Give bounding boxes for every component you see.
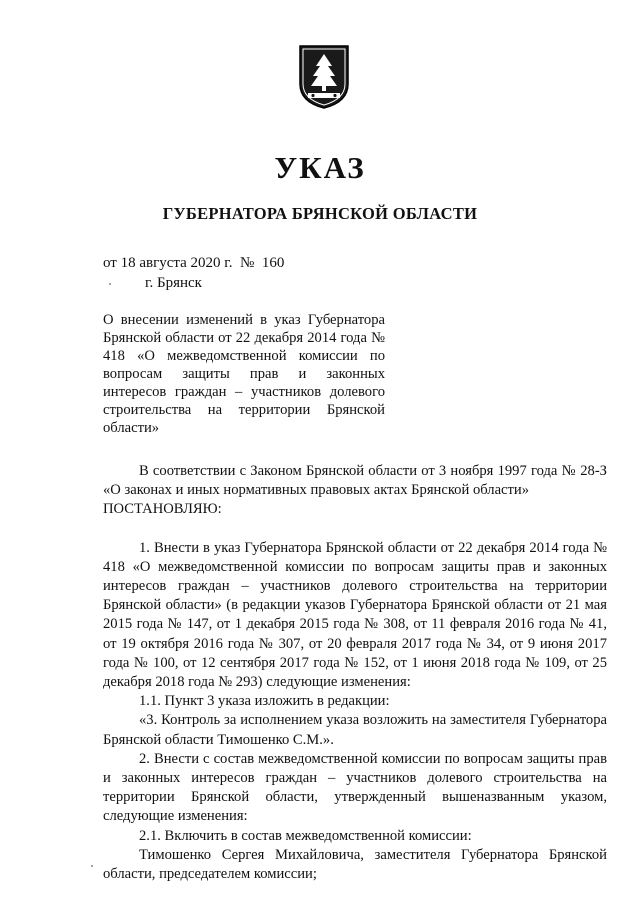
decree-word: ПОСТАНОВЛЯЮ:	[103, 501, 222, 518]
scan-speck	[91, 865, 93, 867]
document-subtitle: ГУБЕРНАТОРА БРЯНСКОЙ ОБЛАСТИ	[162, 204, 478, 223]
scan-speck	[109, 283, 111, 285]
clause-2: 2. Внести с состав межведомственной комиссии по вопросам защиты прав и законных интересов граждан – участников долевого строительства на территории Брянской области, утвержденный вышеназванным указом, следующие изменения:	[103, 750, 607, 825]
clause-1-1: 1.1. Пункт 3 указа изложить в редакции:	[139, 693, 390, 710]
clause-2-1-member: Тимошенко Сергея Михайловича, заместителя Губернатора Брянской области, председателем комиссии;	[103, 846, 607, 883]
coat-of-arms-icon	[298, 44, 350, 110]
decree-body	[103, 462, 607, 884]
city-line: г. Брянск	[145, 275, 202, 291]
document-title: УКАЗ	[274, 150, 366, 185]
clause-2-1: 2.1. Включить в состав межведомственной комиссии:	[139, 827, 472, 844]
date-number-line: от 18 августа 2020 г. № 160	[103, 255, 285, 271]
preamble-paragraph: В соответствии с Законом Брянской области от 3 ноября 1997 года № 28-З «О законах и иных нормативных правовых актах Брянской области»	[103, 463, 607, 499]
clause-1: 1. Внести в указ Губернатора Брянской области от 22 декабря 2014 года № 418 «О межведомственной комиссии по вопросам защиты прав и законных интересов граждан – участников долевого строительства на территории Брянской области» (в редакции указов Губернатора Брянской области от 21 мая 2015 года № 147, от 1 декабря 2015 года № 308, от 11 февраля 2016 года № 41, от 19 октября 2016 года № 307, от 20 февраля 2017 года № 34, от 9 июня 2017 года № 100, от 12 сентября 2017 года № 152, от 1 июня 2018 года № 109, от 25 декабря 2018 года № 293) следующие изменения:	[103, 539, 607, 691]
clause-1-1-quote: «3. Контроль за исполнением указа возложить на заместителя Губернатора Брянской области Тимошенко С.М.».	[103, 712, 607, 748]
decree-subject: О внесении изменений в указ Губернатора Брянской области от 22 декабря 2014 года № 418 «О межведомственной комиссии по вопросам защиты прав и законных интересов граждан – участников долевого строительства на территории Брянской области»	[103, 312, 385, 436]
